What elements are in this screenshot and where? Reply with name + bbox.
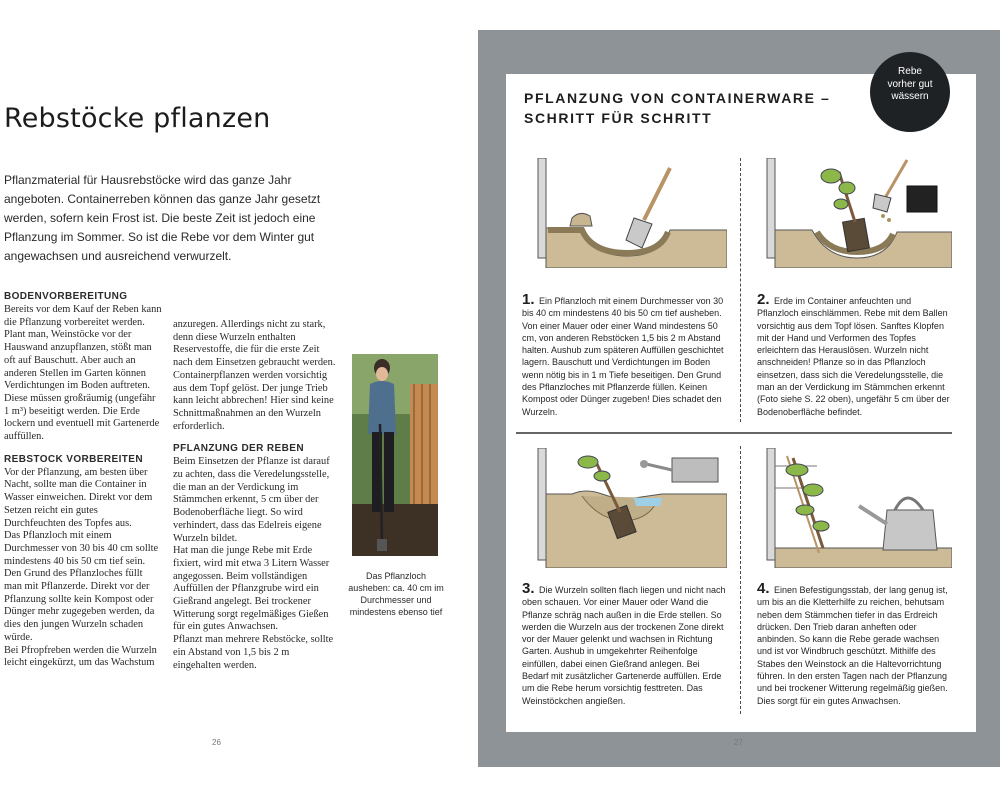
paragraph-rebstock-1: Vor der Pflanzung, am besten über Nacht, sollte man die Container in Wasser einweichen. Direkt vor dem Setzen reicht ein gutes Durchfeuchten des Topfes aus. — [4, 466, 153, 529]
heading-rebstock-vorbereiten: REBSTOCK VORBEREITEN — [4, 453, 143, 465]
text-column-2 — [173, 319, 338, 672]
badge-line-3: wässern — [891, 91, 929, 102]
badge-line-2: vorher gut — [887, 78, 933, 90]
heading-pflanzung-der-reben: PFLANZUNG DER REBEN — [173, 443, 304, 455]
step-2 — [757, 291, 952, 418]
divider-horizontal — [516, 432, 952, 434]
paragraph-col2-1: anzuregen. Allerdings nicht zu stark, denn diese Wurzeln enthalten Reservestoffe, die für die erste Zeit nach dem Einsetzen gebraucht werden. Containerpflanzen werden vorsichtig aus dem Topf gelöst. Der junge Trieb kann leicht abbrechen! Hier sind keine Schnittmaßnahmen an den Wurzeln erforderlich. — [173, 319, 336, 432]
page-number-right: 27 — [734, 738, 743, 747]
page-number-left: 26 — [212, 738, 221, 747]
heading-bodenvorbereitung: BODENVORBEREITUNG — [4, 291, 128, 302]
step-3-text: Die Wurzeln sollten flach liegen und nicht nach oben schauen. Vor einer Mauer oder Wand die Pflanze schräg nach außen in die Erde stellen. So werden die Wurzeln aus der trockenen Zone direkt vor der Mauer gelenkt und wachsen in Richtung Garten. Aushub in umgekehrter Reihenfolge einfüllen, dabei einen Gießrand anlegen. Bei Bedarf mit zusätzlicher Gartenerde auffüllen. Erde um die Rebe herum vorsichtig festtreten. Das Weinstöckchen angießen. — [522, 585, 726, 706]
paragraph-bodenvorbereitung: Bereits vor dem Kauf der Reben kann die Pflanzung vorbereitet werden. Plant man, Weinstöcke vor der Hauswand anzupflanzen, stößt man oft auf Bauschutt. Aber auch an anderen Stellen im Garten können Verdichtungen im Boden auftreten. Diese müssen großräumig (ungefähr 1 m³) beseitigt werden. Die Erde lockern und eventuell mit Gartenerde auffüllen. — [4, 304, 162, 443]
badge-line-1: Rebe — [898, 66, 922, 77]
divider-vertical-top — [740, 158, 741, 422]
card-title — [524, 88, 830, 128]
step-3 — [522, 580, 727, 707]
paragraph-pflanzung-2: Hat man die junge Rebe mit Erde fixiert, wird mit etwa 3 Litern Wasser angegossen. Beim vollständigen Auffüllen der Pflanzgrube wird ein Gießrand angelegt. Bei trockener Witterung sorgt regelmäßiges Gießen für ein gutes Anwachsen. — [173, 545, 330, 633]
illustration-step-1 — [522, 158, 727, 268]
illustration-step-3 — [522, 448, 727, 568]
badge-water-first — [870, 52, 950, 132]
illustration-step-4 — [757, 448, 952, 568]
left-page — [0, 0, 478, 800]
intro-paragraph: Pflanzmaterial für Hausrebstöcke wird das ganze Jahr angeboten. Containerreben können das ganze Jahr gesetzt werden, sofern kein Frost ist. Die beste Zeit ist jedoch eine Pflanzung im Sommer. So ist die Rebe vor dem Winter gut angewachsen und ausreichend verwurzelt. — [4, 173, 321, 263]
illustration-step-2 — [757, 158, 952, 268]
step-4-number: 4. — [757, 580, 770, 597]
step-2-text: Erde im Container anfeuchten und Pflanzloch einschlämmen. Rebe mit dem Ballen vorsichtig aus dem Topf lösen. Sanftes Klopfen mit der Hand und Verformen des Topfes erleichtern das Herauslösen. Wurzeln nicht anschneiden! Pflanze so in das Pflanzloch einsetzen, dass sich die Veredelungsstelle, die man an der Verdickung im Stämmchen erkennt (Foto siehe S. 22 oben), ungefähr 5 cm über der Bodenoberfläche befindet. — [757, 296, 950, 417]
divider-vertical-bottom — [740, 446, 741, 714]
step-1 — [522, 291, 727, 418]
step-3-number: 3. — [522, 580, 535, 597]
paragraph-rebstock-2: Das Pflanzloch mit einem Durchmesser von 30 bis 40 cm sollte mindestens 40 bis 50 cm tief sein. Den Grund des Pflanzloches füllt man mit Pflanzerde. Direkt vor der Pflanzung sollte kein Kompost oder Dünger mehr zugegeben werden, da dies den jungen Wurzeln schaden würde. — [4, 530, 159, 643]
step-4-text: Einen Befestigungsstab, der lang genug ist, um bis an die Kletterhilfe zu reichen, behutsam neben dem Stämmchen tiefer in das Erdreich drücken. Den Trieb daran anheften oder anbinden. So kann die Rebe gerade wachsen und ist vor Windbruch geschützt. Mithilfe des Stabes den Weinstock an die Haltevorrichtung führen. In den ersten Tagen nach der Pflanzung und bei trockener Witterung regelmäßig gießen. Dies sorgt für ein gutes Anwachsen. — [757, 585, 948, 706]
photo-digging-illustration — [352, 354, 438, 556]
photo-caption: Das Pflanzloch ausheben: ca. 40 cm im Durchmesser und mindestens ebenso tief — [348, 571, 444, 617]
page-title: Rebstöcke pflanzen — [4, 103, 271, 134]
step-4 — [757, 580, 952, 707]
paragraph-pflanzung-1: Beim Einsetzen der Pflanze ist darauf zu achten, dass die Veredelungsstelle, die man an der Verdickung im Stämmchen erkennt, 5 cm über der Bodenoberfläche liegt. So wird verhindert, dass das Edelreis eigene Wurzeln bildet. — [173, 456, 330, 544]
paragraph-pflanzung-3: Pflanzt man mehrere Rebstöcke, sollte ein Abstand von 1,5 bis 2 m eingehalten werden. — [173, 634, 334, 671]
step-1-number: 1. — [522, 291, 535, 308]
photo-digging — [352, 354, 438, 556]
step-1-text: Ein Pflanzloch mit einem Durchmesser von 30 bis 40 cm mindestens 40 bis 50 cm tief ausheben. Von einer Mauer oder einer Wand mindestens 50 cm, von anderen Rebstöcken 1,5 bis 2 m Abstand halten. Aushub zum späteren Auffüllen geschichtet lagern. Bauschutt und Verdichtungen im Boden wenn nötig bis in 1 m Tiefe beseitigen. Den Grund des Pflanzloches mit Pflanzerde füllen. Keinen Kompost oder Dünger zugeben! Dies schadet den Wurzeln. — [522, 296, 724, 417]
card-title-line-1: PFLANZUNG VON CONTAINERWARE – — [524, 90, 831, 106]
card-title-line-2: SCHRITT FÜR SCHRITT — [524, 110, 713, 126]
text-column-1 — [4, 290, 162, 670]
paragraph-rebstock-3: Bei Pfropfreben werden die Wurzeln leicht eingekürzt, um das Wachstum — [4, 644, 157, 669]
step-2-number: 2. — [757, 291, 770, 308]
